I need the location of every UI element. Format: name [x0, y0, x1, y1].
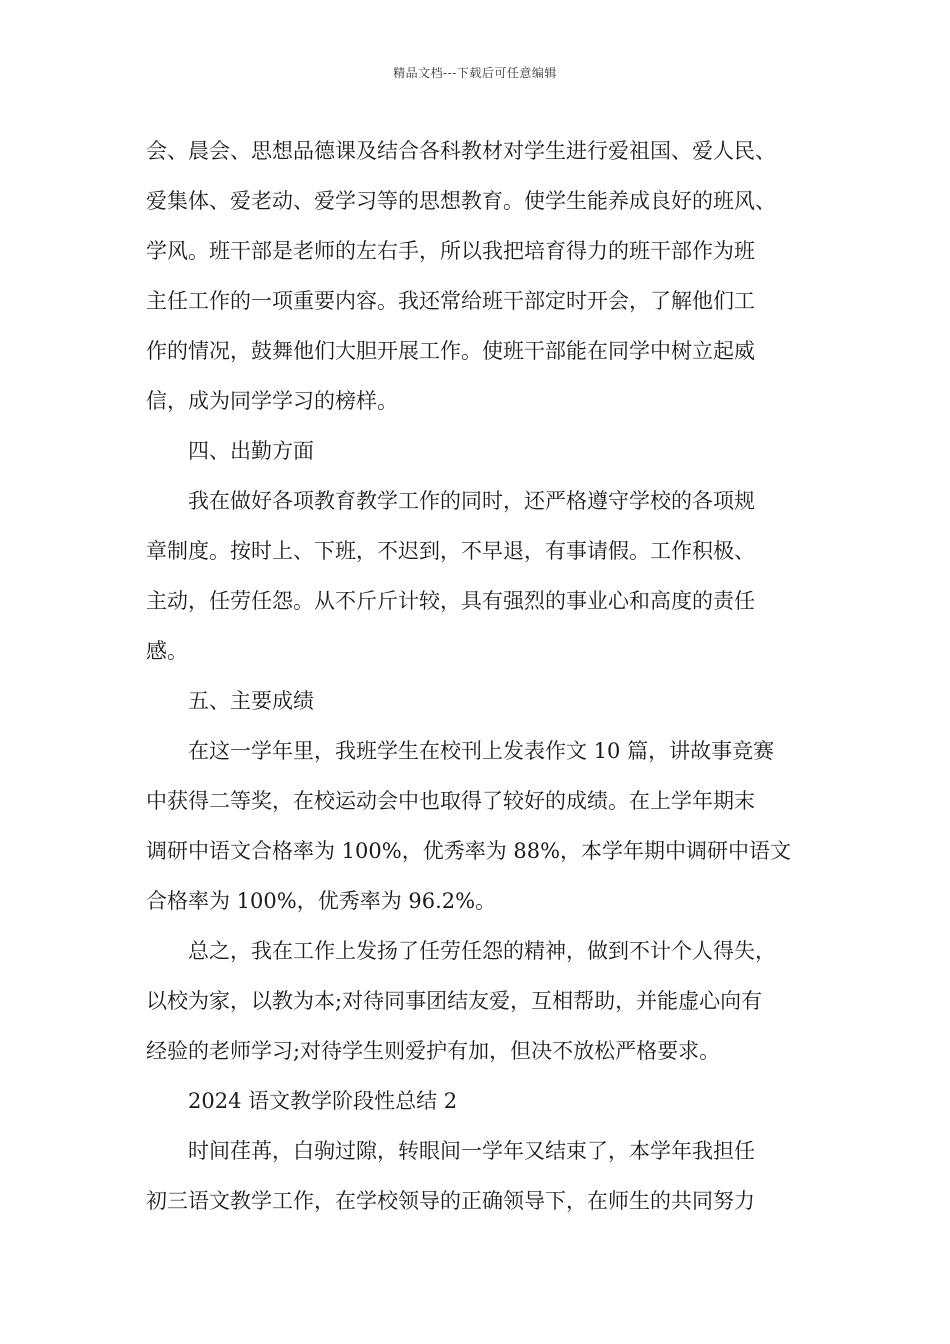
text-line: 章制度。按时上、下班，不迟到，不早退，有事请假。工作积极、 [146, 539, 755, 563]
text-line: 作的情况，鼓舞他们大胆开展工作。使班干部能在同学中树立起威 [146, 339, 755, 363]
paragraph-first-line: 时间荏苒，白驹过隙，转眼间一学年又结束了，本学年我担任 [188, 1139, 755, 1163]
text-line: 调研中语文合格率为 100%，优秀率为 88%，本学年期中调研中语文 [146, 839, 792, 863]
text-line: 学风。班干部是老师的左右手，所以我把培育得力的班干部作为班 [146, 239, 755, 263]
text-line: 以校为家，以教为本;对待同事团结友爱，互相帮助，并能虚心向有 [146, 989, 763, 1013]
paragraph-first-line: 在这一学年里，我班学生在校刊上发表作文 10 篇，讲故事竞赛 [188, 739, 775, 763]
text-line: 主动，任劳任怨。从不斤斤计较，具有强烈的事业心和高度的责任 [146, 589, 755, 613]
section-heading: 四、出勤方面 [188, 439, 314, 463]
text-line: 感。 [146, 639, 188, 663]
paragraph-first-line: 总之，我在工作上发扬了任劳任怨的精神，做到不计个人得失， [188, 939, 776, 963]
text-line: 初三语文教学工作，在学校领导的正确领导下，在师生的共同努力 [146, 1189, 755, 1213]
document-body [146, 126, 836, 1226]
text-line: 中获得二等奖，在校运动会中也取得了较好的成绩。在上学年期末 [146, 789, 755, 813]
paragraph-first-line: 我在做好各项教育教学工作的同时，还严格遵守学校的各项规 [188, 489, 755, 513]
page-header: 精品文档---下载后可任意编辑 [393, 66, 557, 80]
section-heading: 五、主要成绩 [188, 689, 314, 713]
text-line: 会、晨会、思想品德课及结合各科教材对学生进行爱祖国、爱人民、 [146, 139, 776, 163]
text-line: 经验的老师学习;对待学生则爱护有加，但决不放松严格要求。 [146, 1039, 721, 1063]
text-line: 信，成为同学学习的榜样。 [146, 389, 398, 413]
text-line: 爱集体、爱老动、爱学习等的思想教育。使学生能养成良好的班风、 [146, 189, 776, 213]
document-subtitle: 2024 语文教学阶段性总结 2 [188, 1089, 458, 1113]
text-line: 合格率为 100%，优秀率为 96.2%。 [146, 889, 497, 913]
text-line: 主任工作的一项重要内容。我还常给班干部定时开会，了解他们工 [146, 289, 755, 313]
